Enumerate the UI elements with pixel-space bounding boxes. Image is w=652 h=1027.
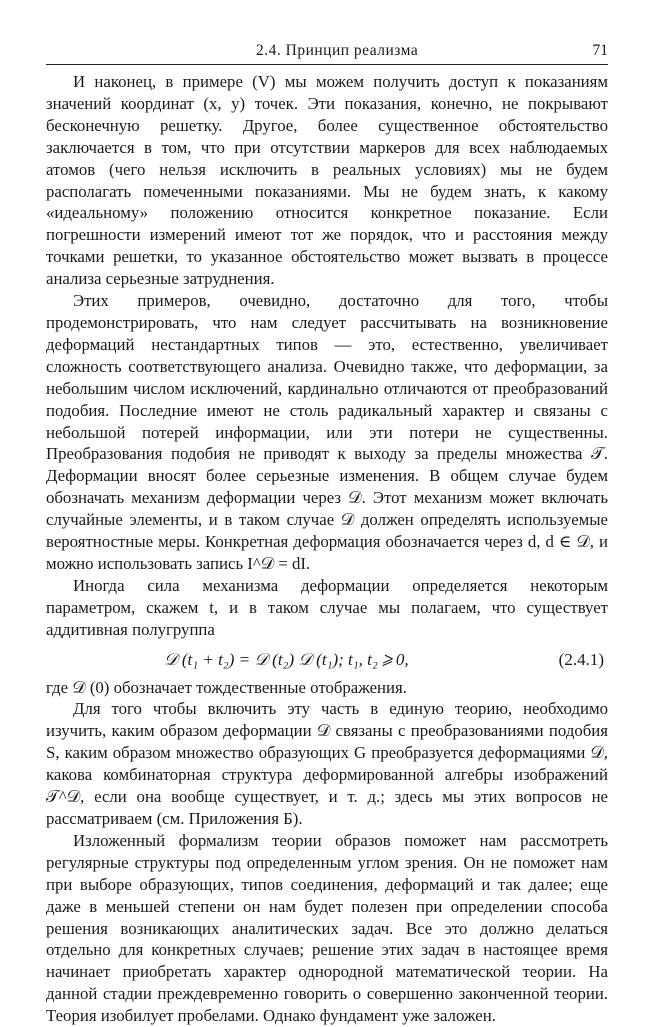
paragraph-5: Изложенный формализм теории образов поможет нам рассмотреть регулярные структуры под определенным углом зрения. Он не поможет нам при выборе образующих, типов соединения, деформаций и так далее; еще даже в меньшей степени он нам будет полезен при определении способа решения возникающих аналитических задач. Все это должно делаться отдельно для конкретных случаев; решение этих задач в настоящее время начинает приобретать характер однородной математической теории. На данной стадии преждевременно говорить о совершенно законченной теории. Теория изобилует пробелами. Однако фундамент уже заложен. [46,830,608,1026]
section-title: 2.4. Принцип реализма [256,42,419,59]
running-header [46,40,608,65]
paragraph-2: Этих примеров, очевидно, достаточно для того, чтобы продемонстрировать, что нам следует рассчитывать на возникновение деформаций нестандартных типов — это, естественно, увеличивает сложность соответствующего анализа. Очевидно также, что деформации, за небольшим числом исключений, кардинально отличаются от преобразований подобия. Последние имеют не столь радикальный характер и связаны с небольшой потерей информации, или эти потери не существенны. Преобразования подобия не приводят к выходу за пределы множества 𝒯. Деформации вносят более серьезные изменения. В общем случае будем обозначать механизм деформации через 𝒟. Этот механизм может включать случайные элементы, и в таком случае 𝒟 должен определять используемые вероятностные меры. Конкретная деформация обозначается через d, d ∈ 𝒟, и можно использовать запись I^𝒟 = dI. [46,291,608,573]
page-body [46,71,608,1027]
equation-note: где 𝒟 (0) обозначает тождественные отображения. [46,677,407,697]
paragraph-3: Иногда сила механизма деформации определяется некоторым параметром, скажем t, и в таком случае мы полагаем, что существует аддитивная полугруппа [46,575,608,639]
paragraph-4: Для того чтобы включить эту часть в единую теорию, необходимо изучить, каким образом деформации 𝒟 связаны с преобразованиями подобия S, каким образом множество образующих G преобразуется деформациями 𝒟, какова комбинаторная структура деформированной алгебры изображений 𝒯^𝒟, если она вообще существует, и т. д.; здесь мы этих вопросов не рассматриваем (см. Приложения Б). [46,699,608,828]
equation-2-4-1 [46,643,608,677]
page-number: 71 [592,42,608,59]
equation-expression: 𝒟 (t₁ + t₂) = 𝒟 (t₂) 𝒟 (t₁); t₁, t₂ ⩾ 0, [164,649,409,669]
paragraph-1: И наконец, в примере (V) мы можем получить доступ к показаниям значений координат (x, y) точек. Эти показания, конечно, не покрывают бесконечную решетку. Другое, более существенное обстоятельство заключается в том, что при отсутствии маркеров для всех наблюдаемых атомов (чего нельзя исключить в реальных условиях) мы не будем располагать помеченными показаниями. Мы не будем знать, к какому «идеальному» положению относится конкретное показание. Если погрешности измерений имеют тот же порядок, что и расстояния между точками решетки, то указанное обстоятельство может вызвать в процессе анализа серьезные затруднения. [46,72,608,289]
equation-number: (2.4.1) [558,649,604,669]
